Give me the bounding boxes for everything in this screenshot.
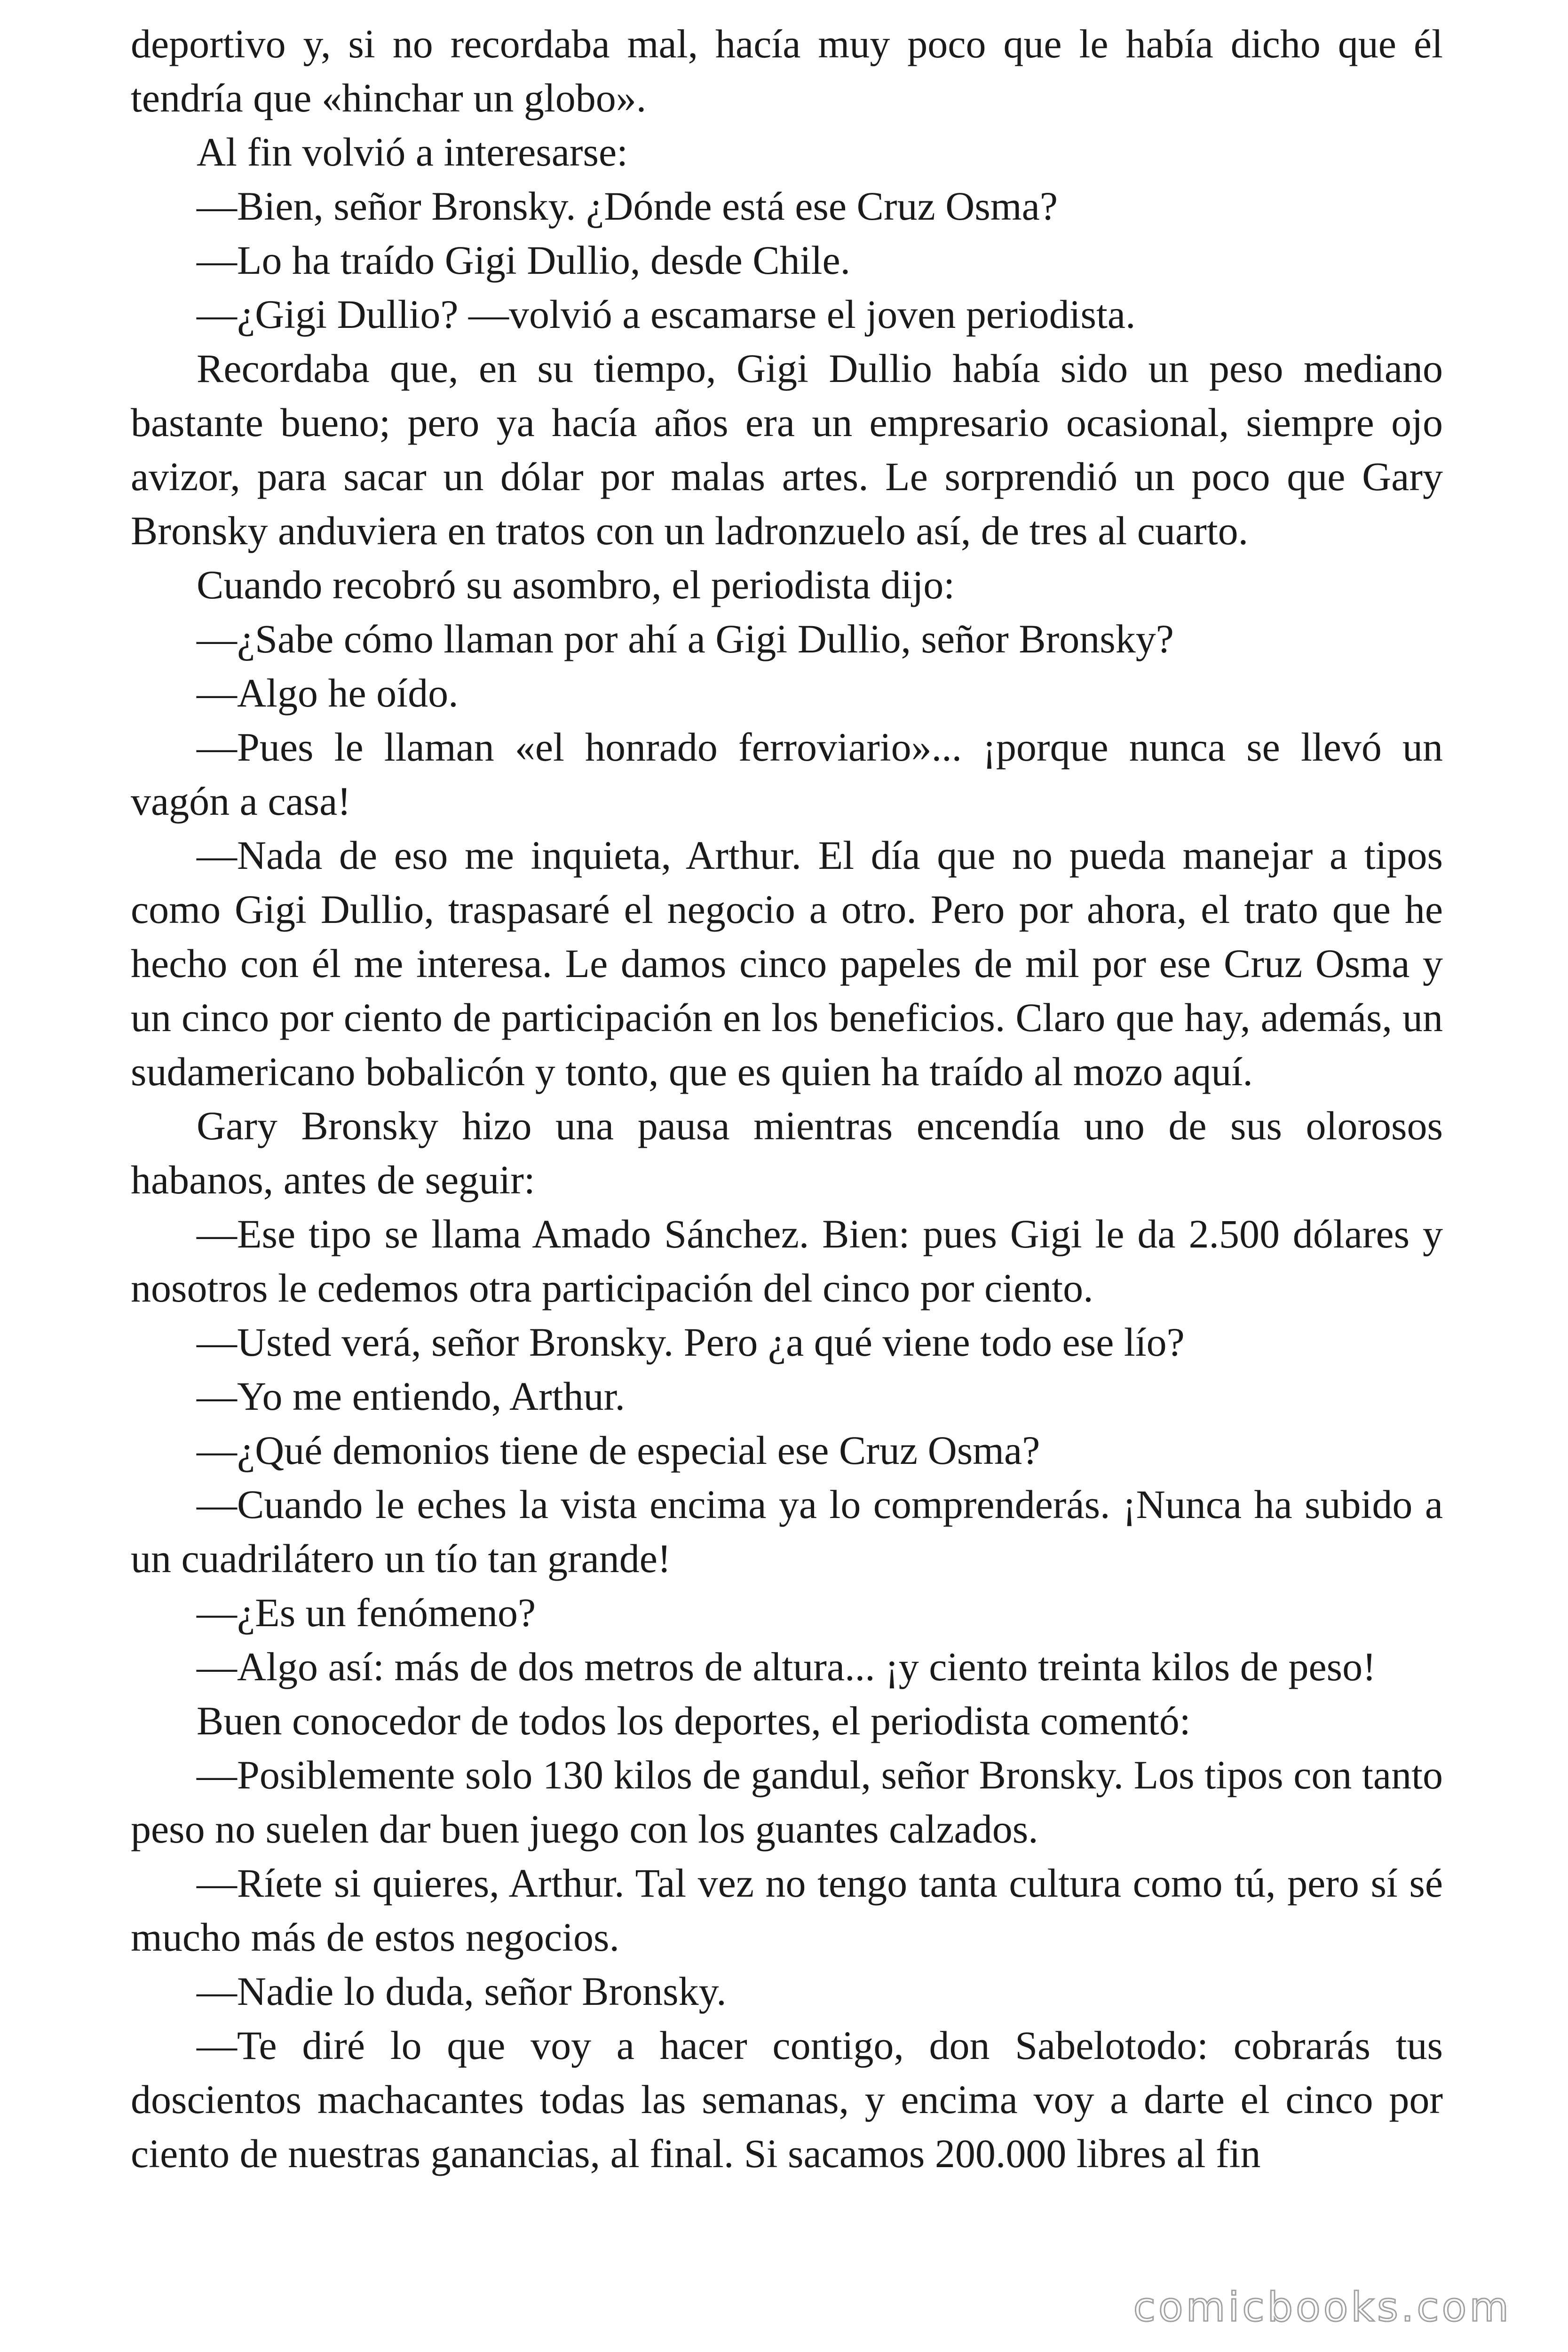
dialogue-line: —Yo me entiendo, Arthur. [197, 1374, 625, 1419]
paragraph: Al fin volvió a interesarse: [197, 129, 628, 175]
dialogue-line: —Bien, señor Bronsky. ¿Dónde está ese Cruz Osma? [197, 183, 1058, 229]
paragraph: Gary Bronsky hizo una pausa mientras encendía uno de sus olorosos habanos, antes de seguir: [131, 1103, 1443, 1202]
book-page-text [131, 17, 1443, 2181]
dialogue-line: —Te diré lo que voy a hacer contigo, don Sabelotodo: cobrarás tus doscientos machacantes todas las semanas, y encima voy a darte el cinco por ciento de nuestras ganancias, al final. Si sacamos 200.000 libres al fin [131, 2023, 1443, 2176]
watermark: comicbooks.com [1133, 2284, 1512, 2331]
dialogue-line: —Lo ha traído Gigi Dullio, desde Chile. [197, 238, 851, 283]
dialogue-line: —Usted verá, señor Bronsky. Pero ¿a qué viene todo ese lío? [197, 1319, 1185, 1365]
paragraph: Buen conocedor de todos los deportes, el periodista comentó: [197, 1698, 1191, 1743]
dialogue-line: —¿Sabe cómo llaman por ahí a Gigi Dullio, señor Bronsky? [197, 616, 1174, 661]
dialogue-line: —Algo he oído. [197, 670, 459, 715]
dialogue-line: —Algo así: más de dos metros de altura... ¡y ciento treinta kilos de peso! [197, 1644, 1376, 1689]
dialogue-line: —Ríete si quieres, Arthur. Tal vez no tengo tanta cultura como tú, pero sí sé mucho más de estos negocios. [131, 1860, 1443, 1960]
dialogue-line: —Pues le llaman «el honrado ferroviario»... ¡porque nunca se llevó un vagón a casa! [131, 724, 1443, 824]
dialogue-line: —Nadie lo duda, señor Bronsky. [197, 1969, 727, 2014]
dialogue-line: —Cuando le eches la vista encima ya lo comprenderás. ¡Nunca ha subido a un cuadrilátero un tío tan grande! [131, 1482, 1443, 1581]
dialogue-line: —¿Es un fenómeno? [197, 1590, 536, 1635]
paragraph: deportivo y, si no recordaba mal, hacía muy poco que le había dicho que él tendría que «hinchar un globo». [131, 21, 1443, 120]
paragraph: Recordaba que, en su tiempo, Gigi Dullio había sido un peso mediano bastante bueno; pero ya hacía años era un empresario ocasional, siempre ojo avizor, para sacar un dólar por malas artes. Le sorprendió un poco que Gary Bronsky anduviera en tratos con un ladronzuelo así, de tres al cuarto. [131, 346, 1443, 553]
dialogue-line: —¿Gigi Dullio? —volvió a escamarse el joven periodista. [197, 292, 1136, 337]
paragraph: Cuando recobró su asombro, el periodista dijo: [197, 562, 955, 607]
dialogue-line: —Ese tipo se llama Amado Sánchez. Bien: pues Gigi le da 2.500 dólares y nosotros le cedemos otra participación del cinco por ciento. [131, 1211, 1443, 1311]
dialogue-line: —Nada de eso me inquieta, Arthur. El día que no pueda manejar a tipos como Gigi Dullio, traspasaré el negocio a otro. Pero por ahora, el trato que he hecho con él me interesa. Le damos cinco papeles de mil por ese Cruz Osma y un cinco por ciento de participación en los beneficios. Claro que hay, además, un sudamericano bobalicón y tonto, que es quien ha traído al mozo aquí. [131, 833, 1443, 1094]
dialogue-line: —¿Qué demonios tiene de especial ese Cruz Osma? [197, 1428, 1040, 1473]
dialogue-line: —Posiblemente solo 130 kilos de gandul, señor Bronsky. Los tipos con tanto peso no suelen dar buen juego con los guantes calzados. [131, 1752, 1443, 1851]
